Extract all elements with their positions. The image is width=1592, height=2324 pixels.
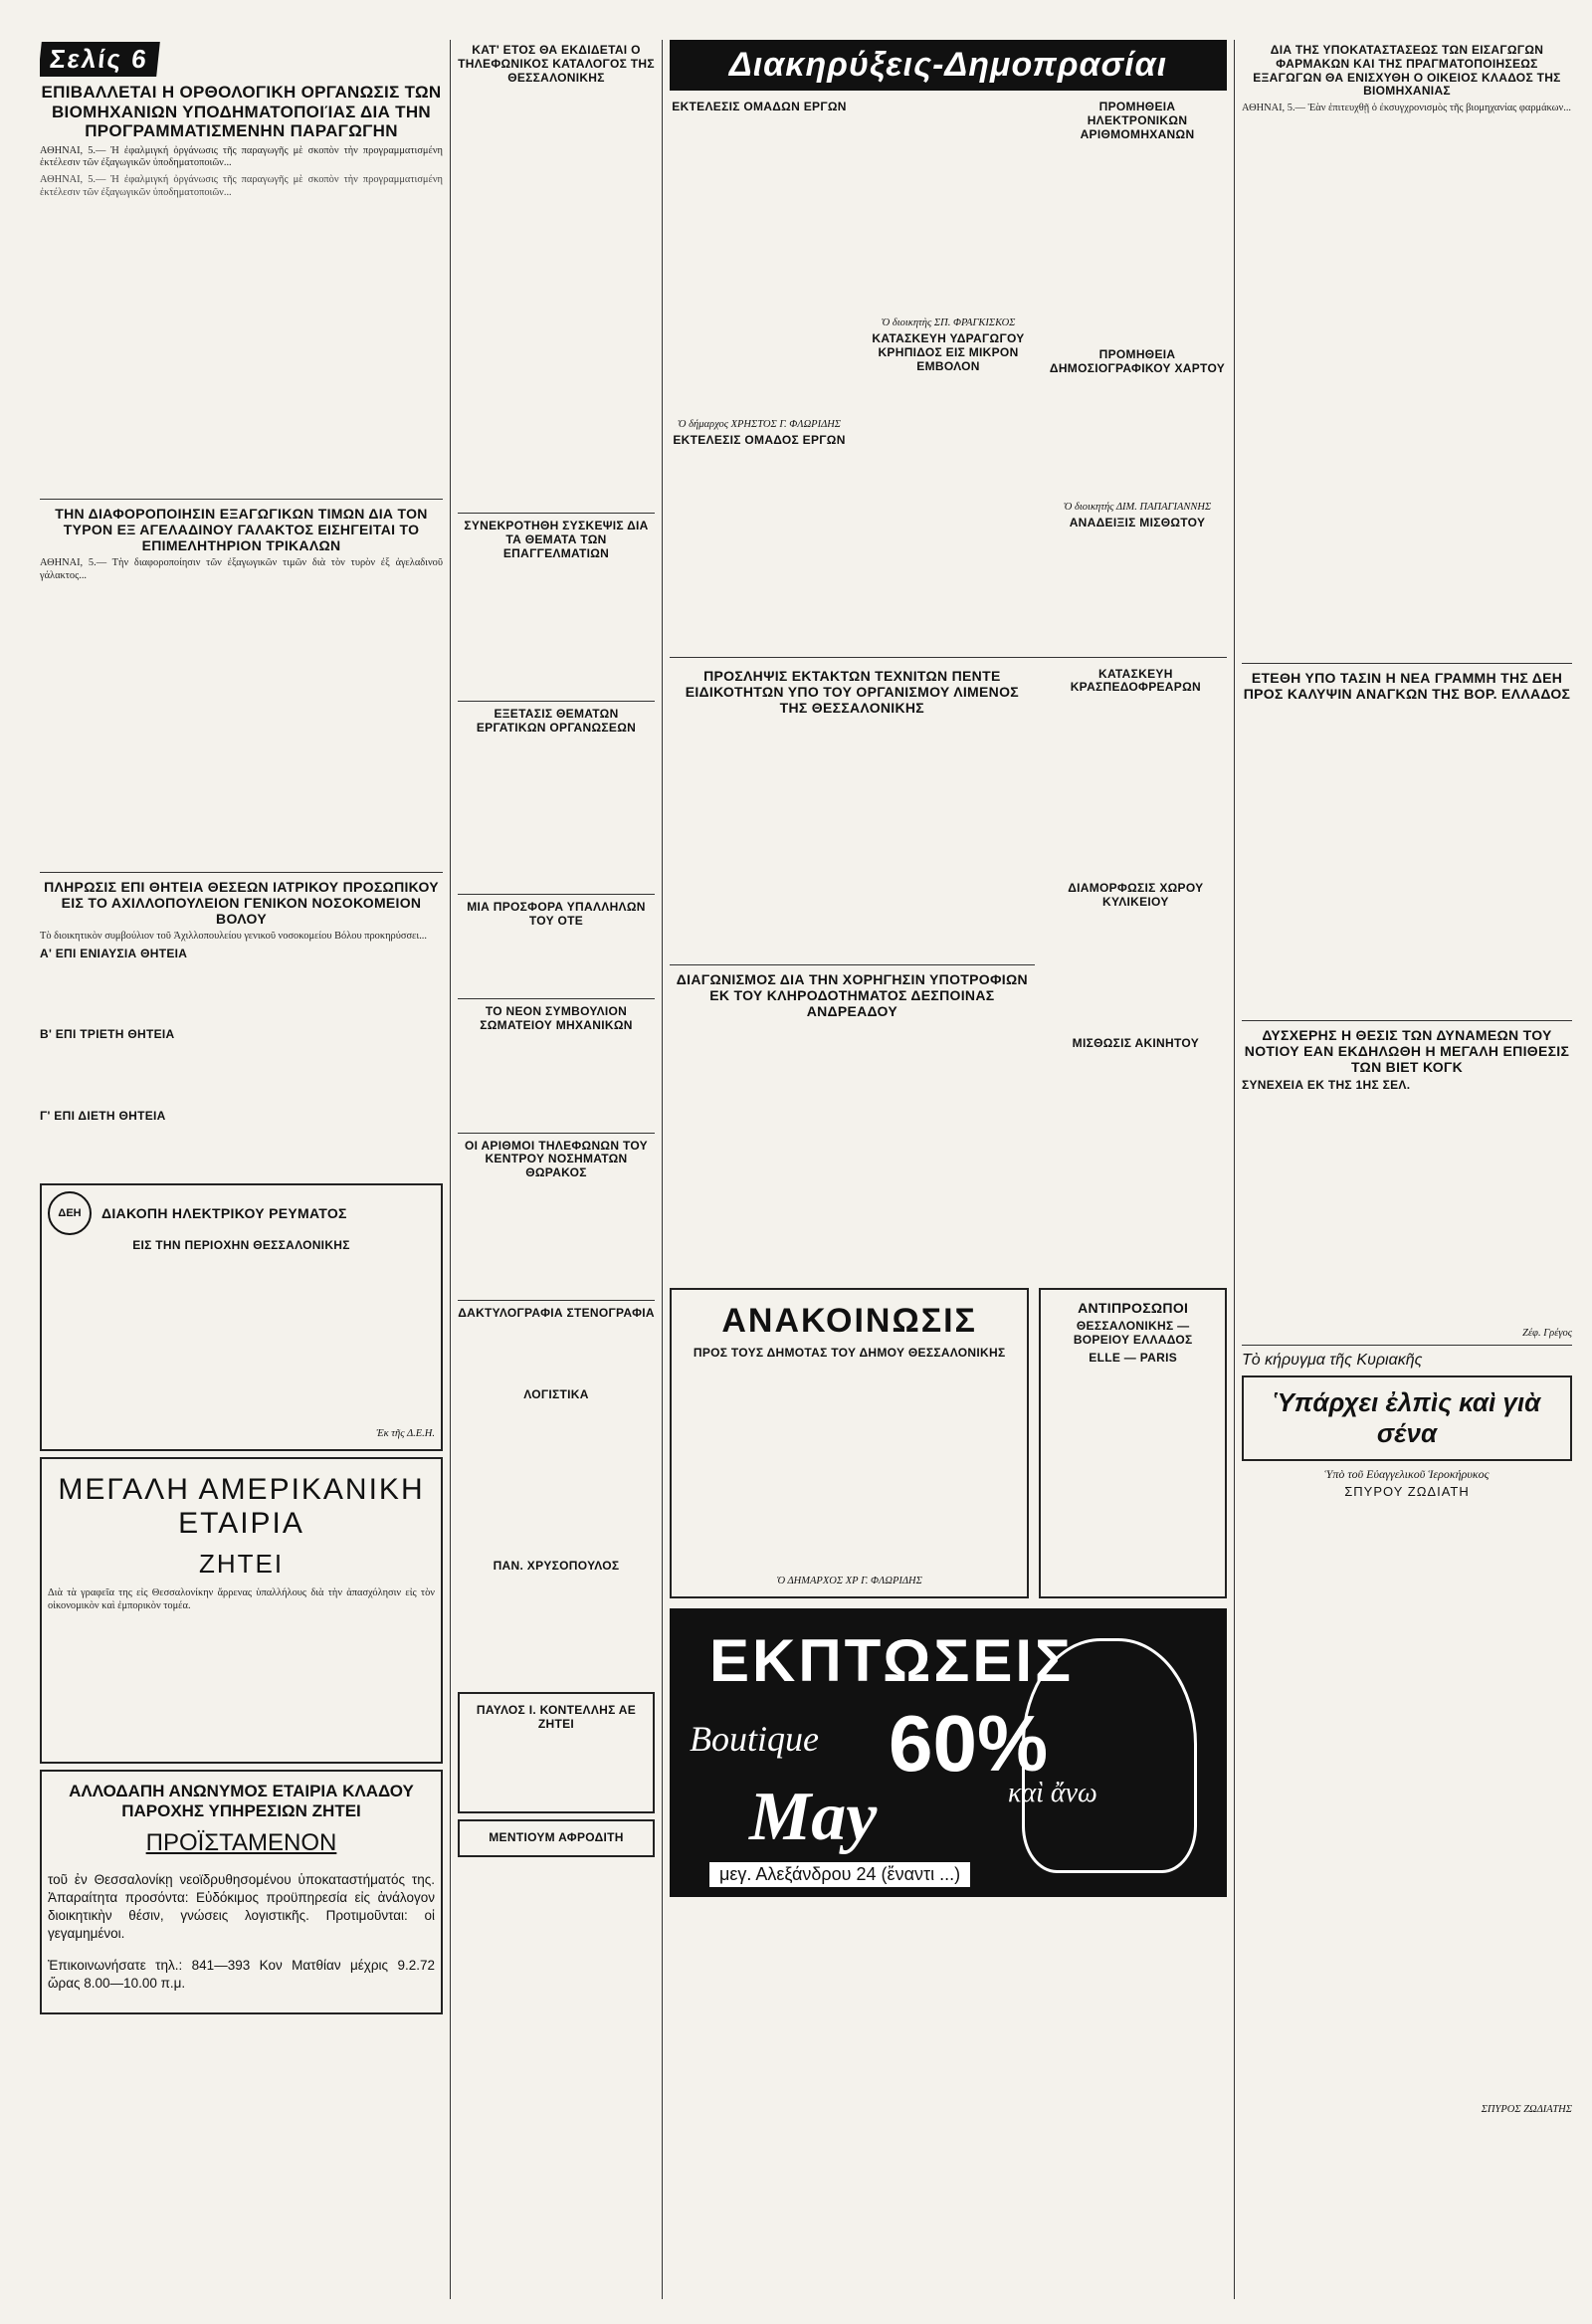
ad-position: ΠΡΟΪΣΤΑΜΕΝΟΝ	[145, 1829, 337, 1857]
representatives-body	[1047, 1370, 1219, 1409]
subheading: Α' ΕΠΙ ΕΝΙΑΥΣΙΑ ΘΗΤΕΙΑ	[40, 946, 188, 960]
sermon-author: ΣΠΥΡΟΥ ΖΩΔΙΑΤΗ	[1344, 1484, 1470, 1500]
kontellis-ad	[458, 1692, 655, 1813]
signature: Ὁ δήμαρχος ΧΡΗΣΤΟΣ Γ. ΦΛΩΡΙΔΗΣ	[677, 418, 842, 430]
divider	[458, 513, 655, 514]
article-body	[859, 97, 1038, 316]
lead-paragraph: ΑΘΗΝΑΙ, 5.— Ἐὰν ἐπιτευχθῇ ὁ ἐκσυγχρονισμὸς τῆς βιομηχανίας φαρμάκων...	[1242, 103, 1572, 114]
article-body	[458, 565, 655, 695]
sermon-byline: Ὑπὸ τοῦ Εὐαγγελικοῦ Ἱεροκήρυκος	[1324, 1467, 1490, 1482]
article-body	[458, 1037, 655, 1127]
ad-sale-word: ΕΚΠΤΩΣΕΙΣ	[709, 1626, 1075, 1694]
article-body	[670, 1023, 1035, 1282]
headline: ΟΙ ΑΡΙΘΜΟΙ ΤΗΛΕΦΩΝΩΝ ΤΟΥ ΚΕΝΤΡΟΥ ΝΟΣΗΜΑΤΩΝ ΘΩΡΑΚΟΣ	[465, 1138, 648, 1180]
divider	[1242, 663, 1572, 664]
ad-title: ΜΕΓΑΛΗ ΑΜΕΡΙΚΑΝΙΚΗ ΕΤΑΙΡΙΑ	[58, 1472, 425, 1540]
divider	[1242, 1345, 1572, 1346]
notice-grid	[670, 1288, 1227, 1598]
article-body	[1242, 706, 1572, 1014]
headline: ΜΙΑ ΠΡΟΣΦΟΡΑ ΥΠΑΛΛΗΛΩΝ ΤΟΥ ΟΤΕ	[467, 900, 646, 929]
headline: ΔΙΑΓΩΝΙΣΜΟΣ ΔΙΑ ΤΗΝ ΧΟΡΗΓΗΣΙΝ ΥΠΟΤΡΟΦΙΩΝ ΕΚ ΤΟΥ ΚΛΗΡΟΔΟΤΗΜΑΤΟΣ ΔΕΣΠΟΙΝΑΣ ΑΝΔΡΕΑΔΟΥ	[676, 970, 1028, 1020]
subheading: ΚΑΤΑΣΚΕΥΗ ΥΔΡΑΓΩΓΟΥ ΚΡΗΠΙΔΟΣ ΕΙΣ ΜΙΚΡΟΝ ΕΜΒΟΛΟΝ	[872, 331, 1025, 373]
column-rule	[450, 40, 451, 2299]
divider	[458, 701, 655, 702]
headline: ΚΑΤ' ΕΤΟΣ ΘΑ ΕΚΔΙΔΕΤΑΙ Ο ΤΗΛΕΦΩΝΙΚΟΣ ΚΑΤΑΛΟΓΟΣ ΤΗΣ ΘΕΣΣΑΛΟΝΙΚΗΣ	[458, 43, 655, 85]
representatives-box	[1039, 1288, 1227, 1598]
headline: ΔΙΑ ΤΗΣ ΥΠΟΚΑΤΑΣΤΑΣΕΩΣ ΤΩΝ ΕΙΣΑΓΩΓΩΝ ΦΑΡΜΑΚΩΝ ΚΑΙ ΤΗΣ ΠΡΑΓΜΑΤΟΠΟΙΗΣΕΩΣ ΕΞΑΓΩΓΩΝ ΘΑ ΕΝΙΣΧΥΘΗ Ο ΟΙΚΕΙΟΣ ΚΛΑΔΟΣ ΤΗΣ ΒΙΟΜΗΧΑΝΙΑΣ	[1253, 43, 1561, 99]
divider	[458, 894, 655, 895]
article-body	[458, 1184, 655, 1294]
ad-body: τοῦ ἐν Θεσσαλονίκῃ νεοϊδρυθησομένου ὑποκαταστήματός της. Ἀπαραίτητα προσόντα: Εὐδόκιμος προϋπηρεσία εἰς ἀνάλογον διοικητικὴν θέσιν, γνώσεις λογιστικῆς. Προτιμοῦνται: οἱ γεγαμημένοι.	[48, 1871, 435, 1942]
headline: ΤΗΝ ΔΙΑΦΟΡΟΠΟΙΗΣΙΝ ΕΞΑΓΩΓΙΚΩΝ ΤΙΜΩΝ ΔΙΑ ΤΟΝ ΤΥΡΟΝ ΕΞ ΑΓΕΛΑΔΙΝΟΥ ΓΑΛΑΚΤΟΣ ΕΙΣΗΓΕΙΤΑΙ ΤΟ ΕΠΙΜΕΛΗΤΗΡΙΟΝ ΤΡΙΚΑΛΩΝ	[55, 506, 428, 554]
ad-body	[466, 1736, 647, 1805]
mid-col-side	[1045, 664, 1227, 1283]
headline: ΠΛΗΡΩΣΙΣ ΕΠΙ ΘΗΤΕΙΑ ΘΕΣΕΩΝ ΙΑΤΡΙΚΟΥ ΠΡΟΣΩΠΙΚΟΥ ΕΙΣ ΤΟ ΑΧΙΛΛΟΠΟΥΛΕΙΟΝ ΓΕΝΙΚΟΝ ΝΟΣΟΚΟΜΕΙΟΝ ΒΟΛΟΥ	[44, 878, 439, 927]
column-3	[670, 40, 1227, 2299]
dei-body	[48, 1257, 435, 1426]
dei-title: ΔΙΑΚΟΠΗ ΗΛΕΚΤΡΙΚΟΥ ΡΕΥΜΑΤΟΣ	[101, 1204, 347, 1221]
sermon-signature: ΣΠΥΡΟΣ ΖΩΔΙΑΤΗΣ	[1481, 2104, 1572, 2116]
mid-col-main	[670, 664, 1035, 1283]
article-body	[458, 1325, 655, 1384]
divider	[40, 872, 443, 873]
mentioum-ad	[458, 1819, 655, 1857]
headline: ΠΑΥΛΟΣ Ι. ΚΟΝΤΕΛΛΗΣ ΑΕ ΖΗΤΕΙ	[476, 1703, 637, 1732]
article-body	[40, 174, 443, 493]
sermon-title-box	[1242, 1375, 1572, 1461]
tenders-col-a	[670, 97, 849, 651]
column-2	[458, 40, 655, 2299]
ad-shop-word: Boutique	[690, 1718, 819, 1759]
article-body	[859, 377, 1038, 626]
ad-and-more: καὶ ἄνω	[1008, 1777, 1097, 1808]
article-body	[40, 587, 443, 866]
lead-paragraph: Τὸ διοικητικὸν συμβούλιον τοῦ Ἀχιλλοπουλείου γενικοῦ νοσοκομείου Βόλου προκηρύσσει...	[40, 930, 428, 942]
article-text: ΑΘΗΝΑΙ, 5.— Ή ἐφαλμιγκή ὀργάνωσις τῆς παραγωγῆς μὲ σκοπὸν τὴν προγραμματισμένη ἐκτέλεσιν τῶν ἐξαγωγικῶν ὑποδηματοποιῶν...	[40, 174, 443, 198]
headline: ΔΥΣΧΕΡΗΣ Η ΘΕΣΙΣ ΤΩΝ ΔΥΝΑΜΕΩΝ ΤΟΥ ΝΟΤΙΟΥ ΕΑΝ ΕΚΔΗΛΩΘΗ Η ΜΕΓΑΛΗ ΕΠΙΘΕΣΙΣ ΤΩΝ ΒΙΕΤ ΚΟΓΚ	[1244, 1027, 1570, 1076]
tenders-col-c	[1048, 97, 1227, 651]
announcement-signature: Ὁ ΔΗΜΑΡΧΟΣ ΧΡ Γ. ΦΛΩΡΙΔΗΣ	[776, 1575, 922, 1586]
author-signature: Ζέφ. Γρέγος	[1522, 1328, 1572, 1340]
section-tag: Σελίς 6	[40, 42, 160, 77]
announcement-box	[670, 1288, 1029, 1598]
headline: ΔΑΚΤΥΛΟΓΡΑΦΙΑ ΣΤΕΝΟΓΡΑΦΙΑ	[458, 1305, 655, 1320]
lead-paragraph: ΑΘΗΝΑΙ, 5.— Ή ἐφαλμιγκή ὀργάνωσις τῆς παραγωγῆς μὲ σκοπὸν τὴν προγραμματισμένη ἐκτέλεσιν τῶν ἐξαγωγικῶν ὑποδηματοποιῶν...	[40, 144, 443, 169]
ad-contact: Ἐπικοινωνήσατε τηλ.: 841—393 Κον Ματθίαν μέχρις 9.2.72 ὥρας 8.00—10.00 π.μ.	[48, 1958, 435, 1992]
article-body	[458, 933, 655, 992]
subheading: ΠΡΟΜΗΘΕΙΑ ΔΗΜΟΣΙΟΓΡΑΦΙΚΟΥ ΧΑΡΤΟΥ	[1049, 347, 1226, 376]
article-body	[458, 739, 655, 888]
newspaper-page	[40, 40, 1572, 2299]
section-banner: Διακηρύξεις-Δημοπρασίαι	[670, 40, 1227, 91]
sermon-title: Ὑπάρχει ἐλπὶς καὶ γιὰ σένα	[1273, 1387, 1541, 1449]
subheading: ΕΚΤΕΛΕΣΙΣ ΟΜΑΔΩΝ ΕΡΓΩΝ	[672, 100, 847, 113]
sermon-label: Τὸ κήρυγμα τῆς Κυριακῆς	[1242, 1352, 1423, 1370]
dei-header	[48, 1191, 435, 1235]
article-body	[458, 89, 655, 507]
article-body	[458, 1577, 655, 1686]
subheading: Β' ΕΠΙ ΤΡΙΕΤΗ ΘΗΤΕΙΑ	[40, 1027, 175, 1042]
lead-paragraph: ΑΘΗΝΑΙ, 5.— Τὴν διαφοροποίησιν τῶν ἐξαγωγικῶν τιμῶν διὰ τὸν τυρὸν ἐξ ἀγελαδινοῦ γάλακτος...	[40, 557, 443, 581]
dei-notice	[40, 1183, 443, 1451]
foreign-company-ad	[40, 1770, 443, 2014]
article-body	[458, 1406, 655, 1556]
article-body	[670, 118, 849, 417]
signature: Ὁ διοικητὴς ΣΠ. ΦΡΑΓΚΙΣΚΟΣ	[881, 317, 1016, 328]
subheading: Γ' ΕΠΙ ΔΙΕΤΗ ΘΗΤΕΙΑ	[40, 1109, 166, 1124]
ad-title: ΑΛΛΟΔΑΠΗ ΑΝΩΝΥΜΟΣ ΕΤΑΙΡΙΑ ΚΛΑΔΟΥ ΠΑΡΟΧΗΣ ΥΠΗΡΕΣΙΩΝ ΖΗΤΕΙ	[69, 1782, 414, 1821]
subheading: ΠΡΟΜΗΘΕΙΑ ΗΛΕΚΤΡΟΝΙΚΩΝ ΑΡΙΘΜΟΜΗΧΑΝΩΝ	[1080, 100, 1195, 141]
column-rule	[662, 40, 663, 2299]
divider	[40, 499, 443, 500]
ad-details	[48, 1616, 435, 1756]
headline: ΤΟ ΝΕΟΝ ΣΥΜΒΟΥΛΙΟΝ ΣΩΜΑΤΕΙΟΥ ΜΗΧΑΝΙΚΩΝ	[480, 1003, 633, 1032]
column-1	[40, 40, 443, 2299]
article-body	[40, 1046, 443, 1106]
divider	[1242, 1020, 1572, 1021]
divider	[670, 964, 1035, 965]
ad-body: Διὰ τὰ γραφεῖα της εἰς Θεσσαλονίκην ἄρρενας ὑπαλλήλους διὰ τὴν ἀπασχόλησιν εἰς τὸν οἰκονομικὸν καὶ ἐμπορικὸν τομέα.	[48, 1586, 435, 1611]
article-body	[1048, 534, 1227, 614]
ad-percent: 60%	[889, 1698, 1049, 1788]
boutique-sale-ad	[670, 1608, 1227, 1897]
dei-logo: ΔΕΗ	[48, 1191, 92, 1235]
representatives-subtitle: ΘΕΣΣΑΛΟΝΙΚΗΣ — ΒΟΡΕΙΟΥ ΕΛΛΑΔΟΣ	[1073, 1319, 1193, 1348]
subheading: ΚΑΤΑΣΚΕΥΗ ΚΡΑΣΠΕΔΟΦΡΕΑΡΩΝ	[1070, 666, 1201, 695]
headline: ΕΤΕΘΗ ΥΠΟ ΤΑΣΙΝ Η ΝΕΑ ΓΡΑΜΜΗ ΤΗΣ ΔΕΗ ΠΡΟΣ ΚΑΛΥΨΙΝ ΑΝΑΓΚΩΝ ΤΗΣ ΒΟΡ. ΕΛΛΑΔΟΣ	[1243, 669, 1571, 702]
article-body	[1242, 119, 1572, 657]
divider	[458, 1300, 655, 1301]
mid-grid	[670, 664, 1227, 1283]
continuation-note: ΣΥΝΕΧΕΙΑ ΕΚ ΤΗΣ 1ΗΣ ΣΕΛ.	[1242, 1078, 1411, 1093]
headline: ΕΞΕΤΑΣΙΣ ΘΕΜΑΤΩΝ ΕΡΓΑΤΙΚΩΝ ΟΡΓΑΝΩΣΕΩΝ	[476, 706, 637, 735]
representatives-brand: ELLE — PARIS	[1089, 1350, 1178, 1365]
headline: ΠΡΟΣΛΗΨΙΣ ΕΚΤΑΚΤΩΝ ΤΕΧΝΙΤΩΝ ΠΕΝΤΕ ΕΙΔΙΚΟΤΗΤΩΝ ΥΠΟ ΤΟΥ ΟΡΓΑΝΙΣΜΟΥ ΛΙΜΕΝΟΣ ΤΗΣ ΘΕΣΣΑΛΟΝΙΚΗΣ	[685, 667, 1019, 716]
article-body	[40, 964, 443, 1024]
representatives-title: ΑΝΤΙΠΡΟΣΩΠΟΙ	[1078, 1300, 1189, 1317]
ad-address: μεγ. Αλεξάνδρου 24 (ἔναντι ...)	[709, 1862, 970, 1887]
article-body	[1048, 145, 1227, 344]
headline: ΛΟΓΙΣΤΙΚΑ	[523, 1386, 589, 1401]
announcement-body	[678, 1365, 1021, 1574]
signature: Ὁ διοικητής ΔΙΜ. ΠΑΠΑΓΙΑΝΝΗΣ	[1063, 501, 1212, 513]
tenders-col-b	[859, 97, 1038, 651]
dei-signature: Ἐκ τῆς Δ.Ε.Η.	[376, 1427, 435, 1439]
divider	[458, 998, 655, 999]
column-rule	[1234, 40, 1235, 2299]
divider	[458, 1133, 655, 1134]
divider	[670, 657, 1227, 658]
dei-subtitle: ΕΙΣ ΤΗΝ ΠΕΡΙΟΧΗΝ ΘΕΣΣΑΛΟΝΙΚΗΣ	[132, 1238, 350, 1253]
american-company-ad	[40, 1457, 443, 1764]
article-body	[1045, 1055, 1227, 1174]
article-body	[1048, 380, 1227, 500]
ad-subtitle: ΖΗΤΕΙ	[198, 1548, 285, 1579]
ad-shop-name: May	[749, 1778, 878, 1855]
article-body	[1045, 914, 1227, 1033]
article-body	[1242, 1097, 1572, 1326]
subheading: ΑΝΑΔΕΙΞΙΣ ΜΙΣΘΩΤΟΥ	[1069, 515, 1206, 529]
column-4	[1242, 40, 1572, 2299]
announcement-subtitle: ΠΡΟΣ ΤΟΥΣ ΔΗΜΟΤΑΣ ΤΟΥ ΔΗΜΟΥ ΘΕΣΣΑΛΟΝΙΚΗΣ	[693, 1346, 1006, 1361]
article-body	[670, 452, 849, 651]
article-body	[670, 720, 1035, 958]
headline: ΕΠΙΒΑΛΛΕΤΑΙ Η ΟΡΘΟΛΟΓΙΚΗ ΟΡΓΑΝΩΣΙΣ ΤΩΝ ΒΙΟΜΗΧΑΝΙΩΝ ΥΠΟΔΗΜΑΤΟΠΟΙΊΑΣ ΔΙΑ ΤΗΝ ΠΡΟΓΡΑΜΜΑΤΙΣΜΕΝΗΝ ΠΑΡΑΓΩΓΗΝ	[41, 83, 442, 141]
headline: ΣΥΝΕΚΡΟΤΗΘΗ ΣΥΣΚΕΨΙΣ ΔΙΑ ΤΑ ΘΕΜΑΤΑ ΤΩΝ ΕΠΑΓΓΕΛΜΑΤΙΩΝ	[464, 519, 649, 560]
headline: ΠΑΝ. ΧΡΥΣΟΠΟΥΛΟΣ	[493, 1558, 620, 1573]
tenders-grid	[670, 97, 1227, 651]
article-body	[40, 1128, 443, 1177]
article-body	[1045, 699, 1227, 878]
subheading: ΕΚΤΕΛΕΣΙΣ ΟΜΑΔΟΣ ΕΡΓΩΝ	[673, 432, 846, 447]
subheading: ΜΙΣΘΩΣΙΣ ΑΚΙΝΗΤΟΥ	[1072, 1035, 1199, 1050]
announcement-title: ΑΝΑΚΟΙΝΩΣΙΣ	[721, 1302, 977, 1341]
subheading: ΔΙΑΜΟΡΦΩΣΙΣ ΧΩΡΟΥ ΚΥΛΙΚΕΙΟΥ	[1068, 881, 1204, 909]
sermon-body	[1242, 1505, 1572, 2102]
headline: ΜΕΝΤΙΟΥΜ ΑΦΡΟΔΙΤΗ	[489, 1829, 624, 1844]
woman-figure-illustration	[1022, 1638, 1197, 1873]
